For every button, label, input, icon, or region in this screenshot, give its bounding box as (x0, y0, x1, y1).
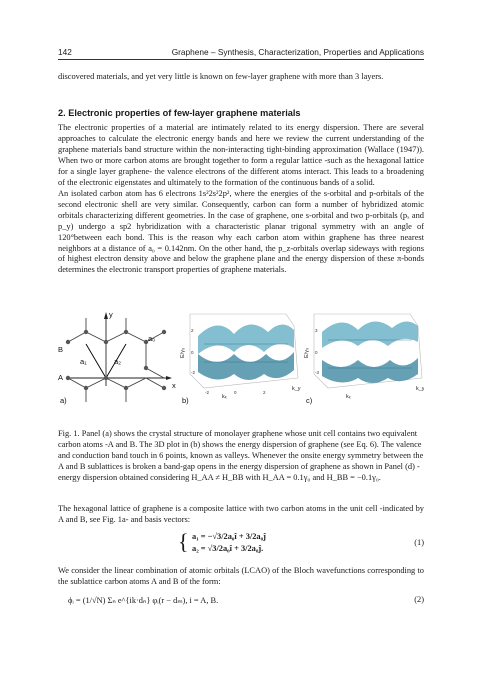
equation-1-line-2: a₂ = √3/2a₀î + 3/2a₀ĵ. (192, 544, 264, 553)
lattice-label-A: A (58, 373, 64, 382)
intro-text: discovered materials, and yet very little is known on few-layer graphene with more than 3 layers. (58, 72, 384, 81)
lattice-label-a1: a₁ (80, 357, 87, 366)
running-header (58, 47, 424, 57)
panel-c-tick: 3 (315, 328, 318, 333)
panel-c-energy-label: E/γ₀ (304, 347, 310, 358)
figure-caption (58, 429, 424, 484)
caption-text: Fig. 1. Panel (a) shows the crystal structure of monolayer graphene whose unit cell contains two equivalent carbon atoms -A and B. The 3D plot in (b) shows the energy dispersion of graphene (see Eq. 6). The valence and conduction band touch in 6 points, known as valleys. Whenever the onsite energy symmetry between the A and B sublattices is broken a band-gap opens in the energy dispersion of graphene as shown in Panel (d) -energy dispersion obtained considering H_AA ≠ H_BB with H_AA = 0.1γ₀ and H_BB = −0.1γ₀. (58, 429, 424, 482)
panel-c-label: c) (306, 396, 313, 405)
header-rule (58, 59, 424, 60)
paragraph-2-text: An isolated carbon atom has 6 electrons 1s²2s²2p², where the energies of the s-orbital and p-orbitals of the second electronic shell are very similar. Consequently, carbon can form a number of hybridized atomic orbitals characterizing different geometries. In the case of graphene, one s-orbital and two p-orbitals (pₓ and p_y) undergo a sp2 hybridization with a characteristic planar trigonal symmetry with an angle of 120°between each bond. This is the reason why each carbon atom within graphene has three nearest neighbors at a distance of a₀ = 0.142nm. On the other hand, the p_z-orbitals overlap sideways with regions of highest electron density above and below the graphene plane and the energy dispersion of these π-bonds determines the electronic transport properties of graphene materials. (58, 189, 424, 275)
panel-b-ky-label: k_y (292, 386, 301, 392)
panel-c-tick: 0 (315, 350, 318, 355)
lattice-label-B: B (58, 345, 64, 354)
lattice-label-x: x (172, 381, 176, 390)
lattice-label-a0: a₀ (148, 334, 156, 343)
panel-b-tick: -2 (191, 370, 196, 375)
panel-b-tick: 2 (263, 390, 266, 395)
panel-b-tick: -2 (205, 390, 210, 395)
panel-c-tick: -3 (315, 370, 320, 375)
paragraph-3 (58, 504, 424, 526)
panel-c-band-plot (304, 314, 424, 400)
paragraph-1-text: The electronic properties of a material are intimately related to its energy dispersion. There are several approaches to calculate the electronic energy bands and here we review the current understanding of the graphene materials band structure within the non-interacting tight-binding approximation (Wallace (1947)). When two or more carbon atoms are brought together to form a regular lattice -such as the hexagonal lattice for a single layer graphene- the valence electrons of the different atoms interact. This leads to a broadening of the electronic eigenstates and ultimately to the formation of the continuous bands of a solid. (58, 123, 424, 187)
panel-b-tick: 0 (234, 390, 237, 395)
paragraph-3-text: The hexagonal lattice of graphene is a composite lattice with two carbon atoms in the unit cell -indicated by A and B, see Fig. 1a- and basis vectors: (58, 504, 424, 524)
page-number: 142 (58, 47, 72, 57)
paragraph-4 (58, 566, 424, 588)
panel-b-tick: 2 (191, 328, 194, 333)
section-heading: 2. Electronic properties of few-layer graphene materials (58, 108, 301, 118)
equation-1-line-1: a₁ = −√3/2a₀î + 3/2a₀ĵ (192, 532, 266, 541)
figure-svg (58, 308, 424, 428)
paragraph-2 (58, 189, 424, 276)
equation-1 (58, 530, 424, 556)
paragraph-4-text: We consider the linear combination of atomic orbitals (LCAO) of the Bloch wavefunctions corresponding to the sublattice carbon atoms A and B of the form: (58, 566, 424, 586)
figure-1 (58, 308, 424, 428)
equation-brace: { (178, 529, 189, 554)
equation-1-number: (1) (414, 538, 424, 547)
equation-2-number: (2) (414, 595, 424, 604)
panel-b-label: b) (182, 396, 189, 405)
panel-a-label: a) (60, 396, 67, 405)
lattice-label-y: y (109, 310, 113, 319)
intro-paragraph (58, 72, 424, 83)
running-title: Graphene – Synthesis, Characterization, Properties and Applications (171, 47, 424, 57)
panel-b-kx-label: kₓ (222, 394, 227, 400)
panel-c-kx-label: kₓ (346, 394, 351, 400)
paragraph-1 (58, 123, 424, 188)
equation-2 (58, 595, 424, 609)
panel-b-band-plot (180, 314, 301, 400)
panel-b-tick: 0 (191, 350, 194, 355)
equation-2-body: ϕᵢ = (1/√N) Σₙ e^{ik·dₙ} φᵢ(r − dₘ), i = A, B. (68, 596, 219, 605)
lattice-label-a2: a₂ (114, 357, 122, 366)
panel-b-energy-label: E/γ₀ (180, 347, 186, 358)
panel-c-ky-label: k_y (416, 386, 424, 392)
